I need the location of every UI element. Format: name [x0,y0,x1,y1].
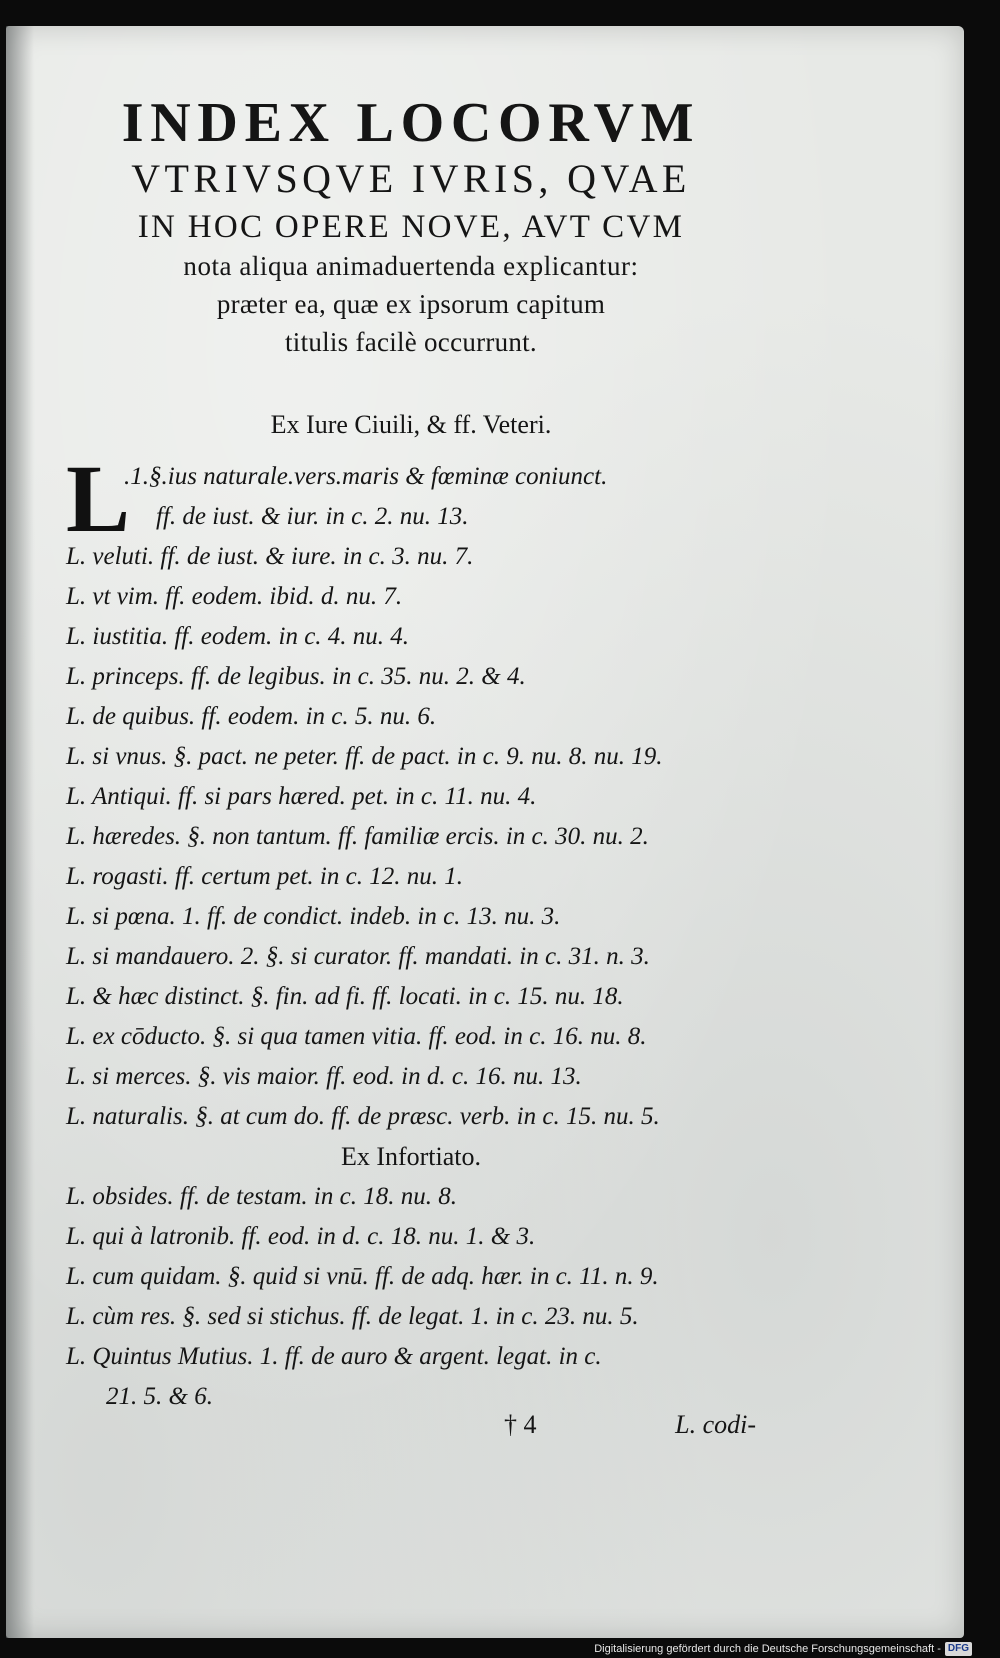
title-line-4: nota aliqua animaduertenda explicantur: [183,251,639,281]
digitization-credit [594,1642,972,1656]
credit-text: Digitalisierung gefördert durch die Deutsche Forschungsgemeinschaft - [594,1643,941,1655]
index-entry: L. naturalis. §. at cum do. ff. de præsc. verb. in c. 15. nu. 5. [66,1103,660,1130]
index-entry: L. si pœna. 1. ff. de condict. indeb. in c. 13. nu. 3. [66,903,561,930]
index-entry: L. de quibus. ff. eodem. in c. 5. nu. 6. [66,703,437,730]
index-entry: L. si mandauero. 2. §. si curator. ff. mandati. in c. 31. n. 3. [66,943,650,970]
section-heading-ius-civile: Ex Iure Ciuili, & ff. Veteri. [270,410,552,439]
page-text [66,92,756,1417]
title-line-1: INDEX LOCORVM [121,92,701,154]
first-entry [66,445,756,552]
index-entry: L. veluti. ff. de iust. & iure. in c. 3. nu. 7. [66,543,474,570]
index-entry: L. Quintus Mutius. 1. ff. de auro & argent. legat. in c. [66,1343,602,1370]
index-entry: L. rogasti. ff. certum pet. in c. 12. nu. 1. [66,863,463,890]
title-line-5: præter ea, quæ ex ipsorum capitum [216,289,606,319]
index-entry: L. qui à latronib. ff. eod. in d. c. 18. nu. 1. & 3. [66,1223,536,1250]
index-entry: L. hæredes. §. non tantum. ff. familiæ ercis. in c. 30. nu. 2. [66,823,649,850]
index-entry: L. cum quidam. §. quid si vnū. ff. de adq. hær. in c. 11. n. 9. [66,1263,659,1290]
drop-cap: L [66,445,131,552]
index-entry: L. si merces. §. vis maior. ff. eod. in d. c. 16. nu. 13. [66,1063,582,1090]
index-entry: L. Antiqui. ff. si pars hæred. pet. in c. 11. nu. 4. [66,783,537,810]
page-footer-line [66,1410,756,1450]
signature-mark: † 4 [504,1410,537,1439]
title-line-2: VTRIVSQVE IVRIS, QVAE [131,156,691,201]
first-entry-line-1: .1.§.ius naturale.vers.maris & fœminæ coniunct. [124,463,608,490]
index-entry: L. si vnus. §. pact. ne peter. ff. de pact. in c. 9. nu. 8. nu. 19. [66,743,663,770]
index-entries [66,445,756,1417]
index-entry: L. ex cōducto. §. si qua tamen vitia. ff. eod. in c. 16. nu. 8. [66,1023,647,1050]
index-entry: L. cùm res. §. sed si stichus. ff. de legat. 1. in c. 23. nu. 5. [66,1303,639,1330]
section-heading-infortiatum: Ex Infortiato. [340,1142,482,1171]
index-entry: L. & hæc distinct. §. fin. ad fi. ff. locati. in c. 15. nu. 18. [66,983,624,1010]
gutter-shadow [6,26,34,1638]
dfg-logo: DFG [945,1642,972,1656]
first-entry-line-2: ff. de iust. & iur. in c. 2. nu. 13. [156,503,469,530]
index-entry-continuation: 21. 5. & 6. [106,1383,213,1410]
index-entry: L. iustitia. ff. eodem. in c. 4. nu. 4. [66,623,410,650]
index-entry: L. princeps. ff. de legibus. in c. 35. nu. 2. & 4. [66,663,526,690]
title-line-3: IN HOC OPERE NOVE, AVT CVM [137,209,685,245]
title-line-6: titulis facilè occurrunt. [285,327,537,357]
catchword: L. codi- [675,1410,756,1439]
index-entry: L. obsides. ff. de testam. in c. 18. nu. 8. [66,1183,457,1210]
index-entry: L. vt vim. ff. eodem. ibid. d. nu. 7. [66,583,403,610]
